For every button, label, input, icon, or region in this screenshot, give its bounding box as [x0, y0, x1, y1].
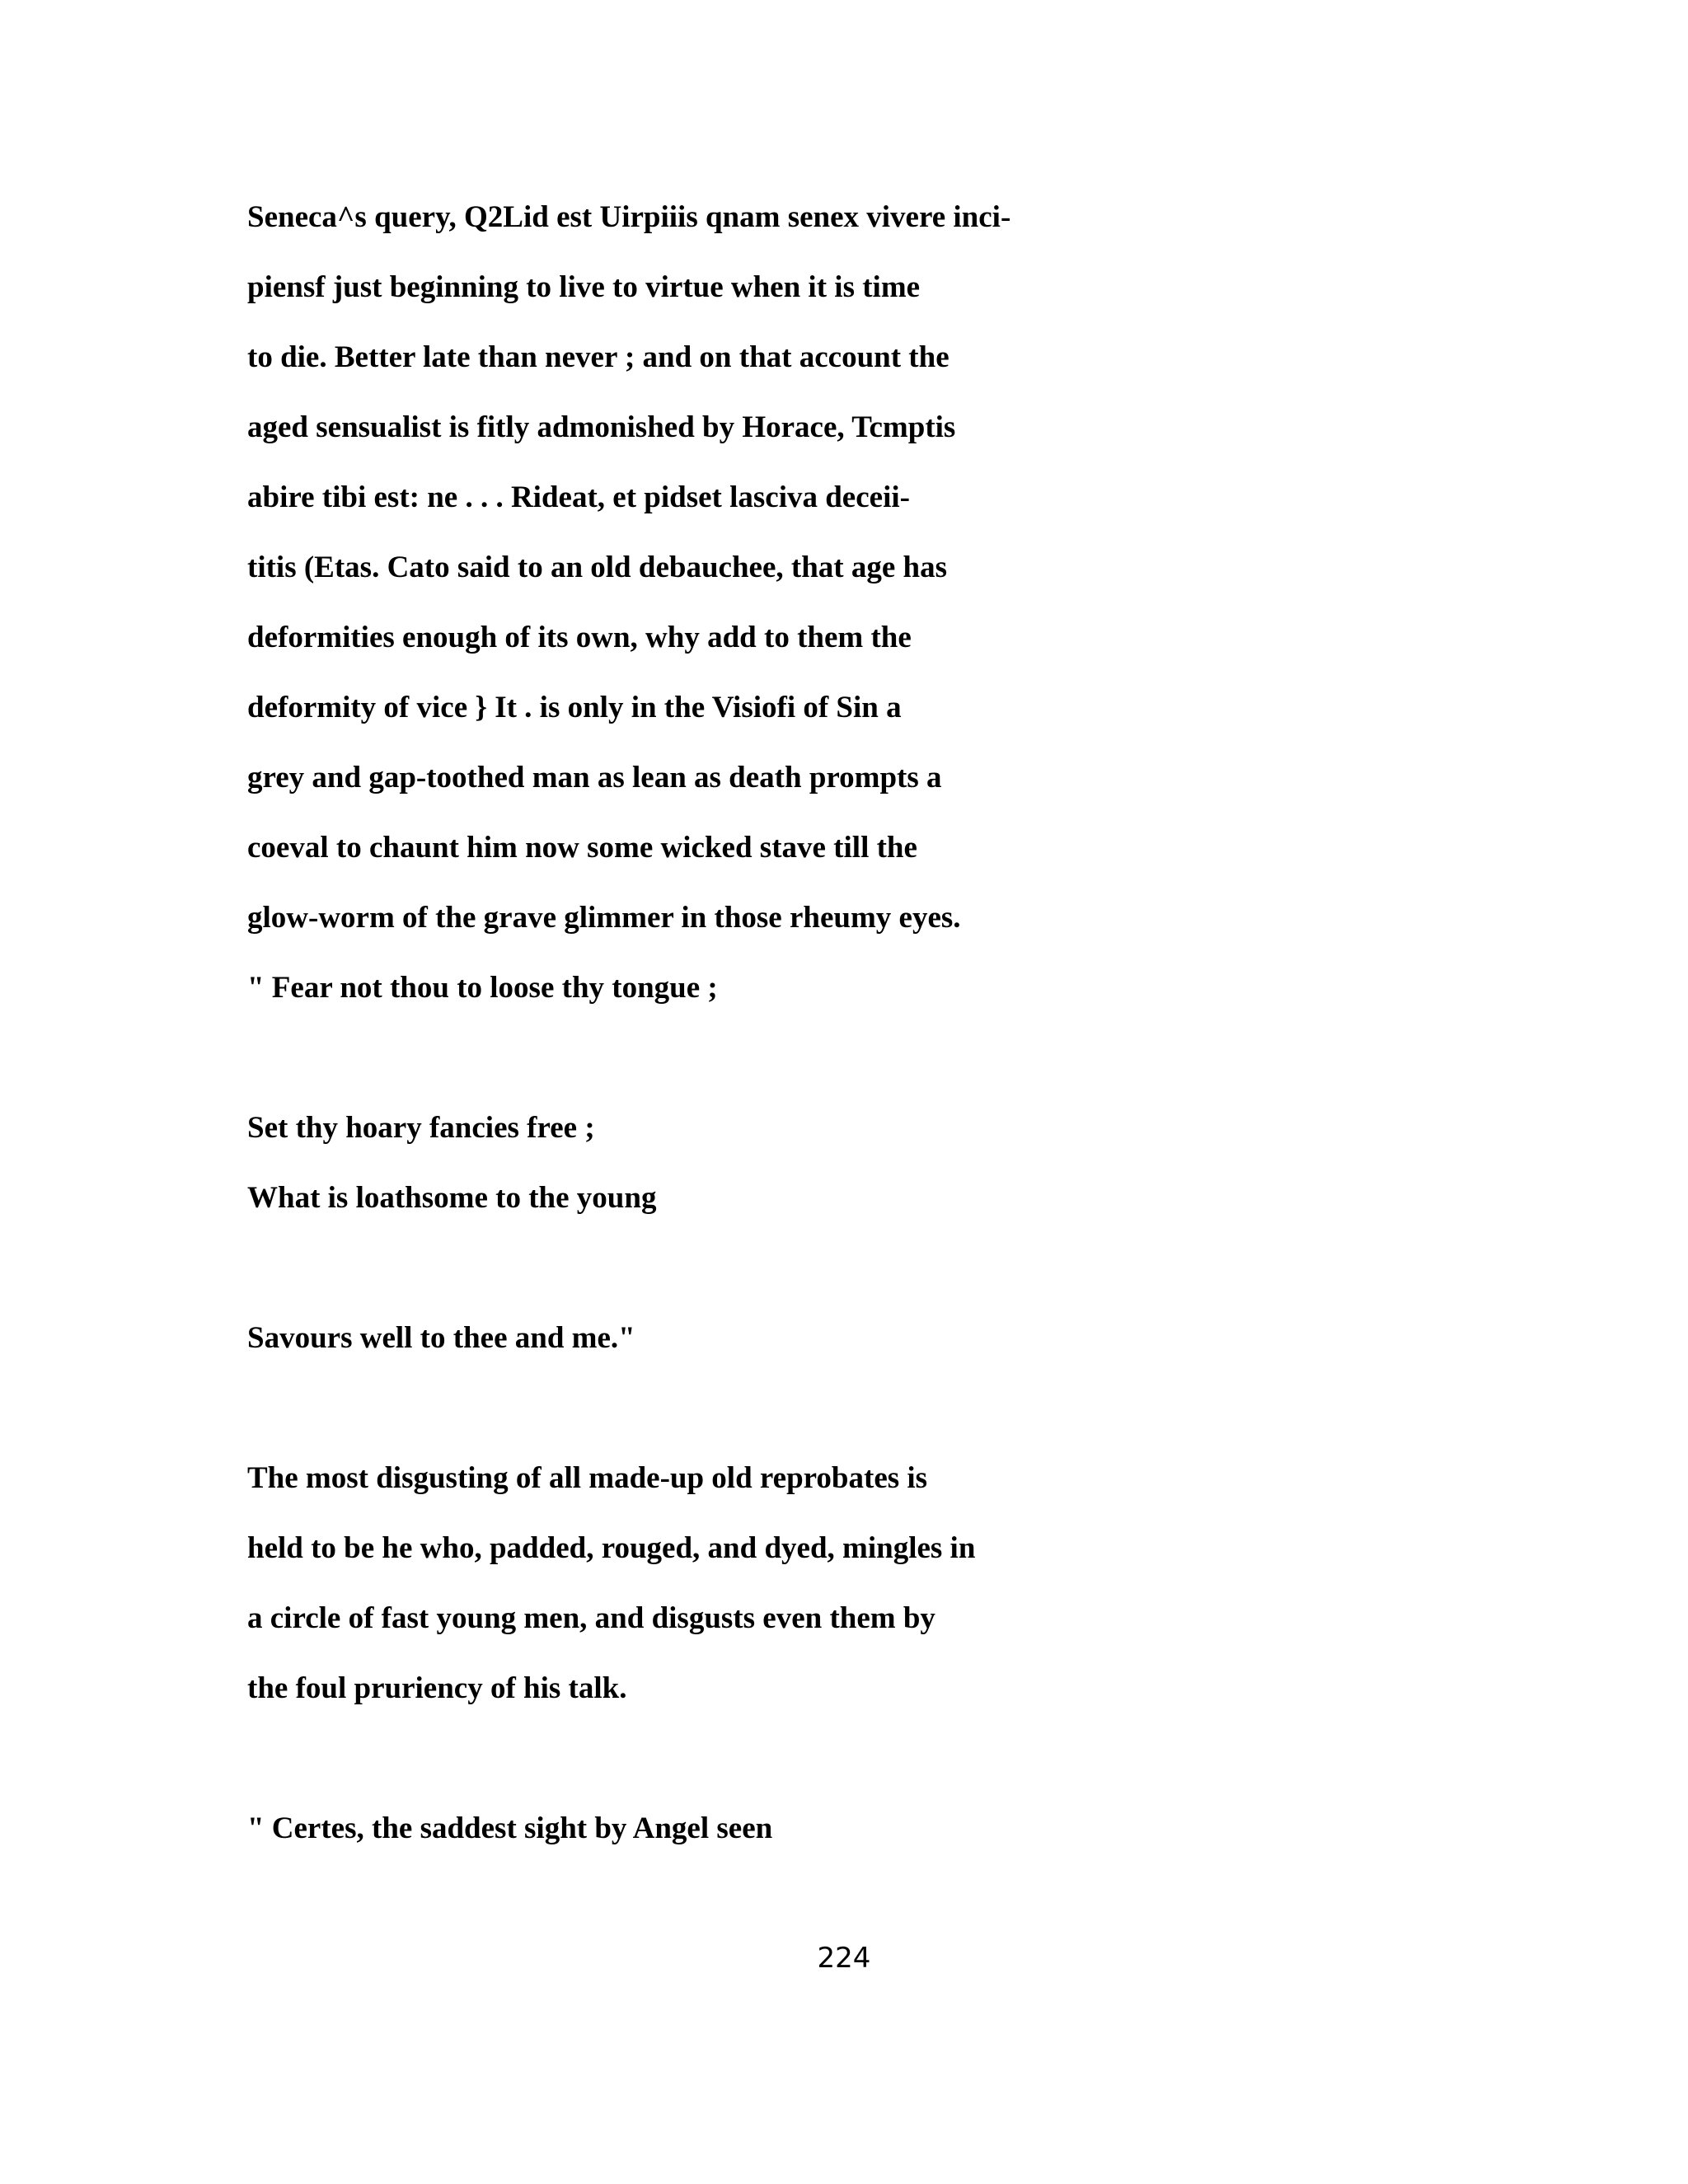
page-number: 224 [817, 1942, 871, 1975]
body-text-line: titis (Etas. Cato said to an old debauchee, that age has [247, 551, 947, 584]
body-text-line: coeval to chaunt him now some wicked stave till the [247, 831, 917, 865]
body-text-line: deformity of vice } It . is only in the Visiofi of Sin a [247, 691, 902, 724]
body-text-line: abire tibi est: ne . . . Rideat, et pidset lasciva deceii- [247, 480, 910, 514]
body-text-line: held to be he who, padded, rouged, and dyed, mingles in [247, 1531, 976, 1565]
verse-line: Set thy hoary fancies free ; [247, 1111, 595, 1145]
body-text-line: aged sensualist is fitly admonished by Horace, Tcmptis [247, 410, 956, 444]
body-text-line: a circle of fast young men, and disgusts even them by [247, 1601, 935, 1635]
verse-line: What is loathsome to the young [247, 1181, 657, 1215]
body-text-line: deformities enough of its own, why add to them the [247, 621, 912, 654]
body-text-line: The most disgusting of all made-up old reprobates is [247, 1461, 928, 1495]
verse-line: " Certes, the saddest sight by Angel seen [247, 1811, 773, 1845]
body-text-line: Seneca^s query, Q2Lid est Uirpiiis qnam senex vivere inci- [247, 200, 1011, 234]
body-text-line: glow-worm of the grave glimmer in those rheumy eyes. [247, 901, 961, 935]
verse-line: Savours well to thee and me." [247, 1321, 635, 1355]
verse-line: " Fear not thou to loose thy tongue ; [247, 971, 718, 1005]
body-text-line: the foul pruriency of his talk. [247, 1671, 627, 1705]
body-text-line: piensf just beginning to live to virtue when it is time [247, 270, 921, 304]
body-text-line: to die. Better late than never ; and on that account the [247, 340, 950, 374]
body-text-line: grey and gap-toothed man as lean as death prompts a [247, 761, 942, 794]
